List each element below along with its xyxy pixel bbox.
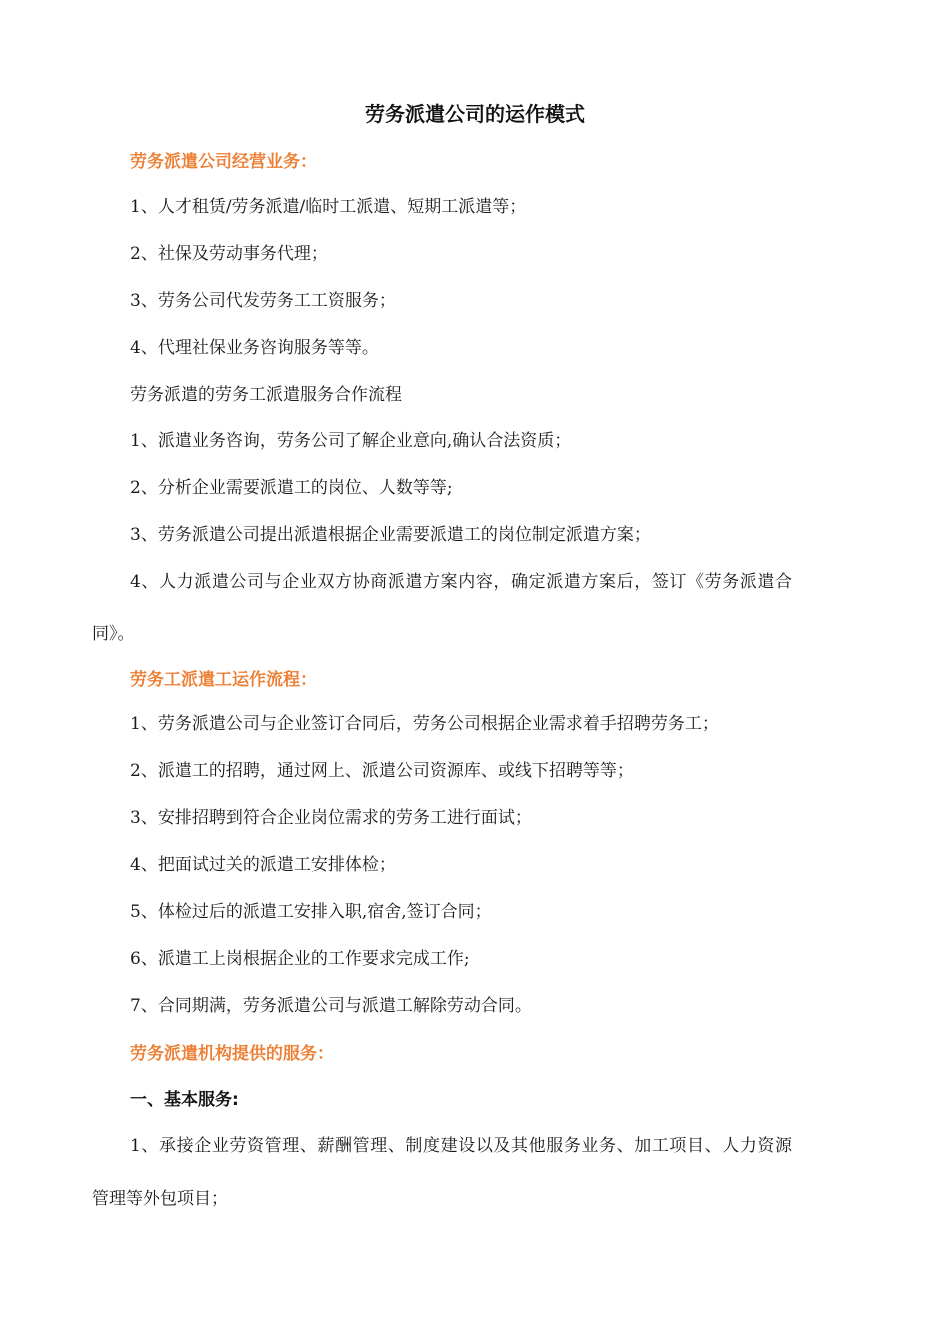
list-item: 1、劳务派遣公司与企业签订合同后，劳务公司根据企业需求着手招聘劳务工；	[130, 714, 719, 734]
list-item: 2、派遣工的招聘，通过网上、派遣公司资源库、或线下招聘等等；	[130, 761, 634, 781]
list-item: 7、合同期满，劳务派遣公司与派遣工解除劳动合同。	[130, 996, 532, 1016]
list-item: 4、人力派遣公司与企业双方协商派遣方案内容，确定派遣方案后，签订《劳务派遣合	[130, 572, 793, 592]
list-item-continuation: 同》。	[92, 624, 135, 644]
list-item: 1、派遣业务咨询，劳务公司了解企业意向,确认合法资质；	[130, 431, 572, 451]
document-title: 劳务派遣公司的运作模式	[365, 102, 585, 126]
list-item: 4、代理社保业务咨询服务等等。	[130, 338, 379, 358]
list-item: 1、人才租赁/劳务派遣/临时工派遣、短期工派遣等；	[130, 197, 527, 217]
list-item: 3、劳务公司代发劳务工工资服务；	[130, 291, 396, 311]
list-item: 2、分析企业需要派遣工的岗位、人数等等;	[130, 478, 453, 498]
subheading-basic-services: 一、基本服务:	[130, 1090, 239, 1110]
section-heading-operation: 劳务工派遣工运作流程：	[130, 670, 317, 690]
list-item: 4、把面试过关的派遣工安排体检；	[130, 855, 396, 875]
list-item: 1、承接企业劳资管理、薪酬管理、制度建设以及其他服务业务、加工项目、人力资源	[130, 1136, 793, 1156]
section-heading-cooperation: 劳务派遣的劳务工派遣服务合作流程	[130, 385, 402, 405]
list-item: 6、派遣工上岗根据企业的工作要求完成工作;	[130, 949, 470, 969]
section-heading-business: 劳务派遣公司经营业务：	[130, 152, 317, 172]
list-item: 2、社保及劳动事务代理；	[130, 244, 328, 264]
list-item: 3、劳务派遣公司提出派遣根据企业需要派遣工的岗位制定派遣方案；	[130, 525, 651, 545]
list-item: 5、体检过后的派遣工安排入职,宿舍,签订合同；	[130, 902, 492, 922]
list-item-continuation: 管理等外包项目；	[92, 1189, 228, 1209]
section-heading-services: 劳务派遣机构提供的服务：	[130, 1044, 334, 1064]
list-item: 3、安排招聘到符合企业岗位需求的劳务工进行面试；	[130, 808, 532, 828]
